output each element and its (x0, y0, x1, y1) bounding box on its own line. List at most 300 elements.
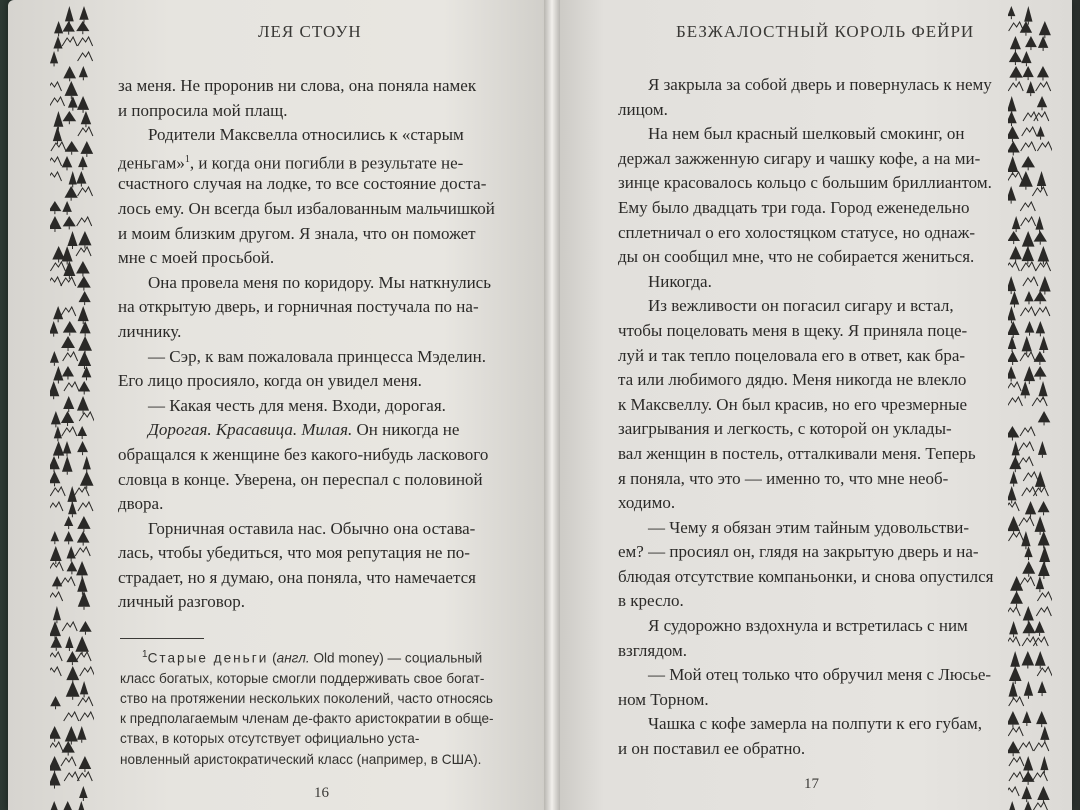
mountain-ornament (1021, 262, 1036, 271)
right-page-forest-border (1008, 0, 1052, 810)
mountain-ornament (1008, 262, 1019, 271)
tree-ornament (65, 141, 79, 152)
mountain-ornament (1020, 202, 1035, 211)
tree-ornament (68, 501, 77, 514)
tree-ornament (1024, 291, 1033, 301)
tree-ornament (1021, 156, 1035, 167)
tree-ornament (1008, 516, 1020, 531)
left-page-number: 16 (314, 785, 329, 801)
mountain-ornament (1020, 577, 1035, 586)
tree-ornament (77, 426, 87, 436)
mountain-ornament (50, 487, 65, 496)
tree-ornament (61, 411, 74, 423)
tree-ornament (50, 801, 59, 810)
tree-ornament (1008, 366, 1016, 379)
text-line: блюдая отсутствие компаньонки, и снова опустился (618, 566, 994, 586)
text-line: обращался к женщине без какого-нибудь ласкового (118, 444, 489, 464)
text-line: — Сэр, к вам пожаловала принцесса Мэделин. (148, 346, 486, 366)
text-line: личнику. (118, 321, 182, 341)
tree-ornament (78, 351, 91, 366)
tree-ornament (51, 531, 60, 541)
mountain-ornament (1036, 607, 1051, 616)
text-line: — Какая честь для меня. Входи, дорогая. (148, 395, 446, 415)
footnote-divider (120, 638, 204, 639)
mountain-ornament (78, 52, 93, 61)
mountain-ornament (1033, 802, 1048, 810)
text-line: ды он сообщил мне, что не собирается жениться. (618, 247, 975, 267)
tree-ornament (63, 321, 77, 333)
tree-ornament (1034, 621, 1044, 633)
tree-ornament (62, 201, 72, 212)
mountain-ornament (1019, 442, 1034, 451)
tree-ornament (1038, 531, 1050, 545)
tree-ornament (53, 126, 62, 141)
tree-ornament (1009, 666, 1022, 681)
tree-ornament (1026, 81, 1035, 93)
text-line: чтобы поцеловать меня в щеку. Я приняла поце- (618, 320, 968, 340)
tree-ornament (76, 21, 89, 31)
mountain-ornament (1033, 637, 1048, 646)
tree-ornament (77, 441, 88, 452)
tree-ornament (50, 351, 59, 363)
tree-ornament (1010, 471, 1018, 484)
mountain-ornament (1009, 772, 1024, 781)
text-line: деньгам»$^1$, и когда они погибли в результате не- (118, 153, 464, 173)
tree-ornament (79, 621, 91, 632)
tree-ornament (77, 96, 89, 110)
tree-ornament (1035, 471, 1046, 487)
tree-ornament (79, 66, 88, 77)
tree-ornament (50, 696, 61, 706)
book-spine-gutter (544, 0, 560, 810)
tree-ornament (1036, 126, 1044, 137)
tree-ornament (1038, 441, 1047, 455)
tree-ornament (63, 261, 75, 276)
tree-ornament (61, 336, 75, 348)
mountain-ornament (1018, 742, 1033, 751)
mountain-ornament (50, 562, 63, 571)
footnote-line: к предполагаемым членам де-факто аристократии в обще- (120, 711, 494, 727)
tree-ornament (1038, 411, 1051, 422)
mountain-ornament (1009, 697, 1024, 706)
tree-ornament (76, 261, 90, 274)
footnote-line: класс богатых, которые смогли поддерживать свое богат- (120, 670, 485, 686)
tree-ornament (1035, 516, 1046, 532)
footnote-line: $^1$Старые деньги (англ. Old money) — социальный (142, 649, 483, 666)
text-line: На нем был красный шелковый смокинг, он (648, 124, 965, 144)
text-line: Она провела меня по коридору. Мы наткнулись (148, 272, 491, 292)
tree-ornament (83, 456, 91, 469)
tree-ornament (1012, 441, 1020, 455)
tree-ornament (54, 111, 64, 127)
tree-ornament (1008, 231, 1020, 241)
tree-ornament (1035, 651, 1046, 666)
tree-ornament (1008, 486, 1017, 500)
mountain-ornament (78, 697, 93, 706)
tree-ornament (67, 546, 76, 558)
mountain-ornament (64, 712, 79, 721)
mountain-ornament (79, 412, 94, 421)
mountain-ornament (1020, 427, 1035, 436)
mountain-ornament (1008, 607, 1020, 616)
tree-ornament (63, 66, 76, 78)
tree-ornament (62, 741, 75, 753)
tree-ornament (1036, 576, 1045, 589)
tree-ornament (1034, 366, 1047, 377)
tree-ornament (77, 726, 86, 740)
text-line: мне с моей просьбой. (118, 248, 275, 268)
tree-ornament (1008, 141, 1020, 152)
tree-ornament (1039, 546, 1050, 562)
mountain-ornament (50, 742, 63, 751)
tree-ornament (80, 681, 88, 694)
text-line: в кресло. (618, 591, 684, 611)
mountain-ornament (1036, 82, 1051, 91)
tree-ornament (79, 6, 88, 20)
text-line: двора. (118, 494, 164, 514)
tree-ornament (65, 726, 78, 742)
mountain-ornament (50, 82, 61, 91)
tree-ornament (63, 111, 77, 121)
tree-ornament (1022, 66, 1033, 77)
tree-ornament (79, 786, 88, 798)
tree-ornament (1009, 66, 1023, 78)
tree-ornament (1022, 231, 1035, 247)
text-line: Дорогая. Красавица. Милая. Он никогда не (148, 420, 460, 440)
tree-ornament (1038, 36, 1048, 48)
mountain-ornament (1032, 397, 1047, 406)
tree-ornament (53, 366, 63, 381)
tree-ornament (1037, 786, 1049, 800)
tree-ornament (1009, 246, 1022, 259)
mountain-ornament (60, 577, 75, 586)
mountain-ornament (50, 157, 62, 166)
tree-ornament (64, 186, 77, 198)
tree-ornament (78, 336, 92, 351)
mountain-ornament (50, 667, 61, 676)
tree-ornament (76, 561, 88, 575)
left-page-forest-border (50, 0, 94, 810)
text-line: и попросила мой плащ. (118, 100, 288, 120)
tree-ornament (78, 381, 90, 391)
mountain-ornament (50, 172, 62, 181)
tree-ornament (1022, 246, 1035, 261)
tree-ornament (67, 231, 77, 246)
mountain-ornament (51, 142, 66, 151)
mountain-ornament (1037, 142, 1052, 151)
mountain-ornament (78, 127, 93, 136)
text-line: лась, чтобы убедиться, что моя репутация не по- (118, 543, 470, 563)
tree-ornament (1040, 756, 1048, 770)
tree-ornament (78, 591, 90, 607)
tree-ornament (1009, 681, 1018, 697)
text-line: ем? — просиял он, глядя на закрытую дверь и на- (618, 542, 979, 562)
text-line: зинце красовалось кольцо с большим бриллиантом. (618, 173, 992, 193)
mountain-ornament (1021, 142, 1036, 151)
mountain-ornament (1008, 82, 1023, 91)
mountain-ornament (1035, 307, 1050, 316)
tree-ornament (1034, 351, 1047, 362)
text-line: сплетничал о его холостяцком статусе, но однаж- (618, 222, 975, 242)
text-line: на открытую дверь, и горничная постучала по на- (118, 297, 479, 317)
footnote-line: новленный аристократический класс (например, в США). (120, 751, 482, 767)
tree-ornament (63, 216, 76, 226)
mountain-ornament (50, 277, 62, 286)
text-line: та или любимого дядю. Меня никогда не влекло (618, 370, 967, 390)
mountain-ornament (1032, 772, 1047, 781)
text-line: луй и так тепло поцеловала его в ответ, как бра- (618, 345, 966, 365)
mountain-ornament (64, 772, 79, 781)
tree-ornament (62, 801, 73, 810)
tree-ornament (1023, 606, 1034, 620)
tree-ornament (54, 426, 62, 438)
tree-ornament (77, 801, 86, 810)
text-line: — Мой отец только что обручил меня с Люсье- (648, 665, 992, 685)
mountain-ornament (1018, 457, 1033, 466)
mountain-ornament (1008, 397, 1022, 406)
tree-ornament (50, 621, 61, 636)
tree-ornament (1012, 216, 1021, 229)
tree-ornament (78, 156, 87, 167)
mountain-ornament (1008, 502, 1019, 511)
tree-ornament (1020, 381, 1030, 395)
tree-ornament (66, 681, 80, 697)
text-line: Родители Максвелла относились к «старым (148, 125, 464, 145)
text-line: Его лицо просияло, когда он увидел меня. (118, 371, 422, 391)
mountain-ornament (77, 772, 92, 781)
footnote-term: Старые деньги (147, 650, 269, 666)
mountain-ornament (61, 307, 76, 316)
mountain-ornament (77, 217, 92, 226)
mountain-ornament (61, 277, 76, 286)
mountain-ornament (1019, 517, 1034, 526)
tree-ornament (77, 531, 90, 543)
text-line: Я закрыла за собой дверь и повернулась к нему (648, 75, 992, 94)
tree-ornament (1009, 456, 1021, 469)
right-page-number: 17 (804, 776, 819, 792)
mountain-ornament (64, 382, 79, 391)
tree-ornament (1008, 111, 1017, 123)
tree-ornament (1008, 336, 1016, 349)
footnote (120, 645, 512, 770)
text-line: Никогда. (648, 271, 712, 291)
text-line: держал зажженную сигару и чашку кофе, а на ми- (618, 148, 981, 168)
tree-ornament (1008, 801, 1016, 810)
tree-ornament (1039, 336, 1048, 350)
right-page-header: БЕЗЖАЛОСТНЫЙ КОРОЛЬ ФЕЙРИ (676, 22, 975, 41)
tree-ornament (79, 756, 92, 769)
mountain-ornament (78, 502, 93, 511)
tree-ornament (50, 726, 61, 739)
mountain-ornament (63, 352, 78, 361)
tree-ornament (1008, 351, 1018, 362)
text-line: Ему было двадцать три года. Город еженедельно (618, 197, 970, 217)
tree-ornament (62, 366, 74, 377)
mountain-ornament (78, 37, 93, 46)
tree-ornament (1039, 276, 1051, 292)
tree-ornament (1008, 6, 1015, 16)
text-line: лось ему. Он всегда был избалованным мальчишкой (118, 198, 495, 218)
mountain-ornament (80, 667, 94, 676)
mountain-ornament (80, 712, 94, 721)
tree-ornament (64, 516, 73, 526)
tree-ornament (1008, 96, 1017, 111)
tree-ornament (1025, 36, 1037, 47)
tree-ornament (65, 81, 79, 96)
tree-ornament (53, 441, 64, 456)
mountain-ornament (1037, 667, 1052, 676)
tree-ornament (1036, 711, 1047, 724)
tree-ornament (80, 321, 91, 333)
text-line: счастного случая на лодке, то все состояние доста- (118, 174, 487, 194)
tree-ornament (63, 396, 74, 409)
tree-ornament (62, 456, 73, 472)
mountain-ornament (61, 757, 76, 766)
mountain-ornament (1008, 382, 1021, 391)
tree-ornament (1008, 741, 1020, 753)
tree-ornament (53, 36, 62, 49)
text-line: я поняла, что это — именно то, что мне необ- (618, 468, 949, 488)
tree-ornament (66, 666, 79, 680)
tree-ornament (51, 636, 62, 648)
tree-ornament (1008, 306, 1016, 320)
tree-ornament (1008, 426, 1019, 437)
text-line: к Максвеллу. Он был красив, но его чрезмерные (618, 394, 968, 414)
tree-ornament (67, 561, 78, 571)
tree-ornament (81, 111, 92, 124)
tree-ornament (65, 6, 74, 21)
mountain-ornament (62, 622, 77, 631)
mountain-ornament (1022, 127, 1037, 136)
text-line: личный разговор. (118, 592, 245, 612)
mountain-ornament (1020, 352, 1035, 361)
tree-ornament (1035, 216, 1043, 230)
tree-ornament (53, 306, 63, 319)
mountain-ornament (50, 97, 65, 106)
tree-ornament (82, 366, 92, 377)
right-page (552, 0, 1072, 810)
text-line: Я судорожно вздохнула и встретилась с ним (648, 616, 968, 636)
mountain-ornament (78, 187, 93, 196)
tree-ornament (1024, 6, 1032, 22)
tree-ornament (79, 291, 91, 302)
tree-ornament (1022, 711, 1031, 723)
mountain-ornament (76, 652, 91, 661)
tree-ornament (1022, 561, 1035, 574)
text-line: взглядом. (618, 640, 687, 660)
mountain-ornament (50, 592, 63, 601)
tree-ornament (69, 171, 77, 184)
mountain-ornament (1023, 472, 1038, 481)
tree-ornament (1034, 231, 1047, 242)
tree-ornament (62, 246, 73, 262)
text-line: страдает, но я думаю, она поняла, что намечается (118, 567, 476, 587)
mountain-ornament (50, 262, 65, 271)
text-line: заигрывания и легкость, с которой он уклады- (618, 419, 952, 439)
text-line: словца в конце. Уверена, он переспал с половиной (118, 469, 483, 489)
tree-ornament (50, 216, 62, 229)
tree-ornament (1010, 36, 1021, 49)
tree-ornament (54, 21, 63, 33)
tree-ornament (1021, 51, 1031, 63)
mountain-ornament (1009, 22, 1024, 31)
text-line: Из вежливости он погасил сигару и встал, (648, 296, 954, 316)
tree-ornament (1024, 366, 1035, 381)
tree-ornament (77, 276, 91, 288)
mountain-ornament (1032, 187, 1047, 196)
tree-ornament (63, 21, 75, 32)
footnote-line: ство на протяжении нескольких поколений, часто относясь (120, 690, 493, 706)
left-page-header: ЛЕЯ СТОУН (258, 22, 362, 41)
tree-ornament (62, 156, 73, 167)
tree-ornament (1009, 621, 1018, 634)
mountain-ornament (62, 427, 77, 436)
tree-ornament (50, 756, 61, 771)
tree-ornament (1039, 21, 1051, 35)
mountain-ornament (75, 547, 90, 556)
tree-ornament (1038, 501, 1050, 512)
mountain-ornament (62, 37, 77, 46)
mountain-ornament (76, 247, 91, 256)
tree-ornament (76, 171, 86, 184)
left-page-body-text (118, 74, 514, 615)
tree-ornament (1008, 126, 1019, 139)
text-line: вал женщин в постель, отталкивали меня. Теперь (618, 443, 976, 463)
tree-ornament (1037, 171, 1046, 186)
mountain-ornament (1034, 742, 1049, 751)
tree-ornament (1010, 651, 1020, 667)
tree-ornament (50, 201, 61, 211)
tree-ornament (80, 471, 94, 486)
tree-ornament (1023, 756, 1033, 770)
mountain-ornament (1022, 637, 1037, 646)
mountain-ornament (1008, 172, 1023, 181)
mountain-ornament (50, 652, 62, 661)
mountain-ornament (50, 502, 63, 511)
text-line: ном Торном. (618, 689, 709, 709)
mountain-ornament (1037, 592, 1052, 601)
tree-ornament (78, 306, 89, 321)
tree-ornament (1008, 186, 1016, 201)
left-page (8, 0, 552, 810)
tree-ornament (75, 636, 89, 652)
mountain-ornament (1008, 637, 1020, 646)
text-line: ходимо. (618, 493, 676, 513)
text-line: и моим близким другом. Я знала, что он поможет (118, 223, 476, 243)
tree-ornament (1040, 726, 1049, 740)
text-line: лицом. (618, 99, 668, 119)
tree-ornament (63, 441, 72, 453)
tree-ornament (1038, 561, 1050, 576)
tree-ornament (80, 141, 93, 154)
tree-ornament (1021, 786, 1032, 799)
tree-ornament (1008, 156, 1018, 172)
right-page-body-text (618, 73, 1020, 762)
mountain-ornament (1020, 307, 1035, 316)
tree-ornament (65, 636, 73, 648)
tree-ornament (1025, 321, 1035, 333)
mountain-ornament (1023, 277, 1038, 286)
tree-ornament (77, 516, 90, 529)
text-line: — Чему я обязан этим тайным удовольстви- (648, 517, 969, 537)
tree-ornament (53, 606, 61, 620)
footnote-line: ствах, в которых отсутствует официально уста- (120, 731, 420, 747)
mountain-ornament (1008, 787, 1019, 796)
tree-ornament (1037, 96, 1047, 107)
tree-ornament (1008, 711, 1019, 725)
tree-ornament (1038, 681, 1047, 693)
tree-ornament (1010, 591, 1023, 604)
